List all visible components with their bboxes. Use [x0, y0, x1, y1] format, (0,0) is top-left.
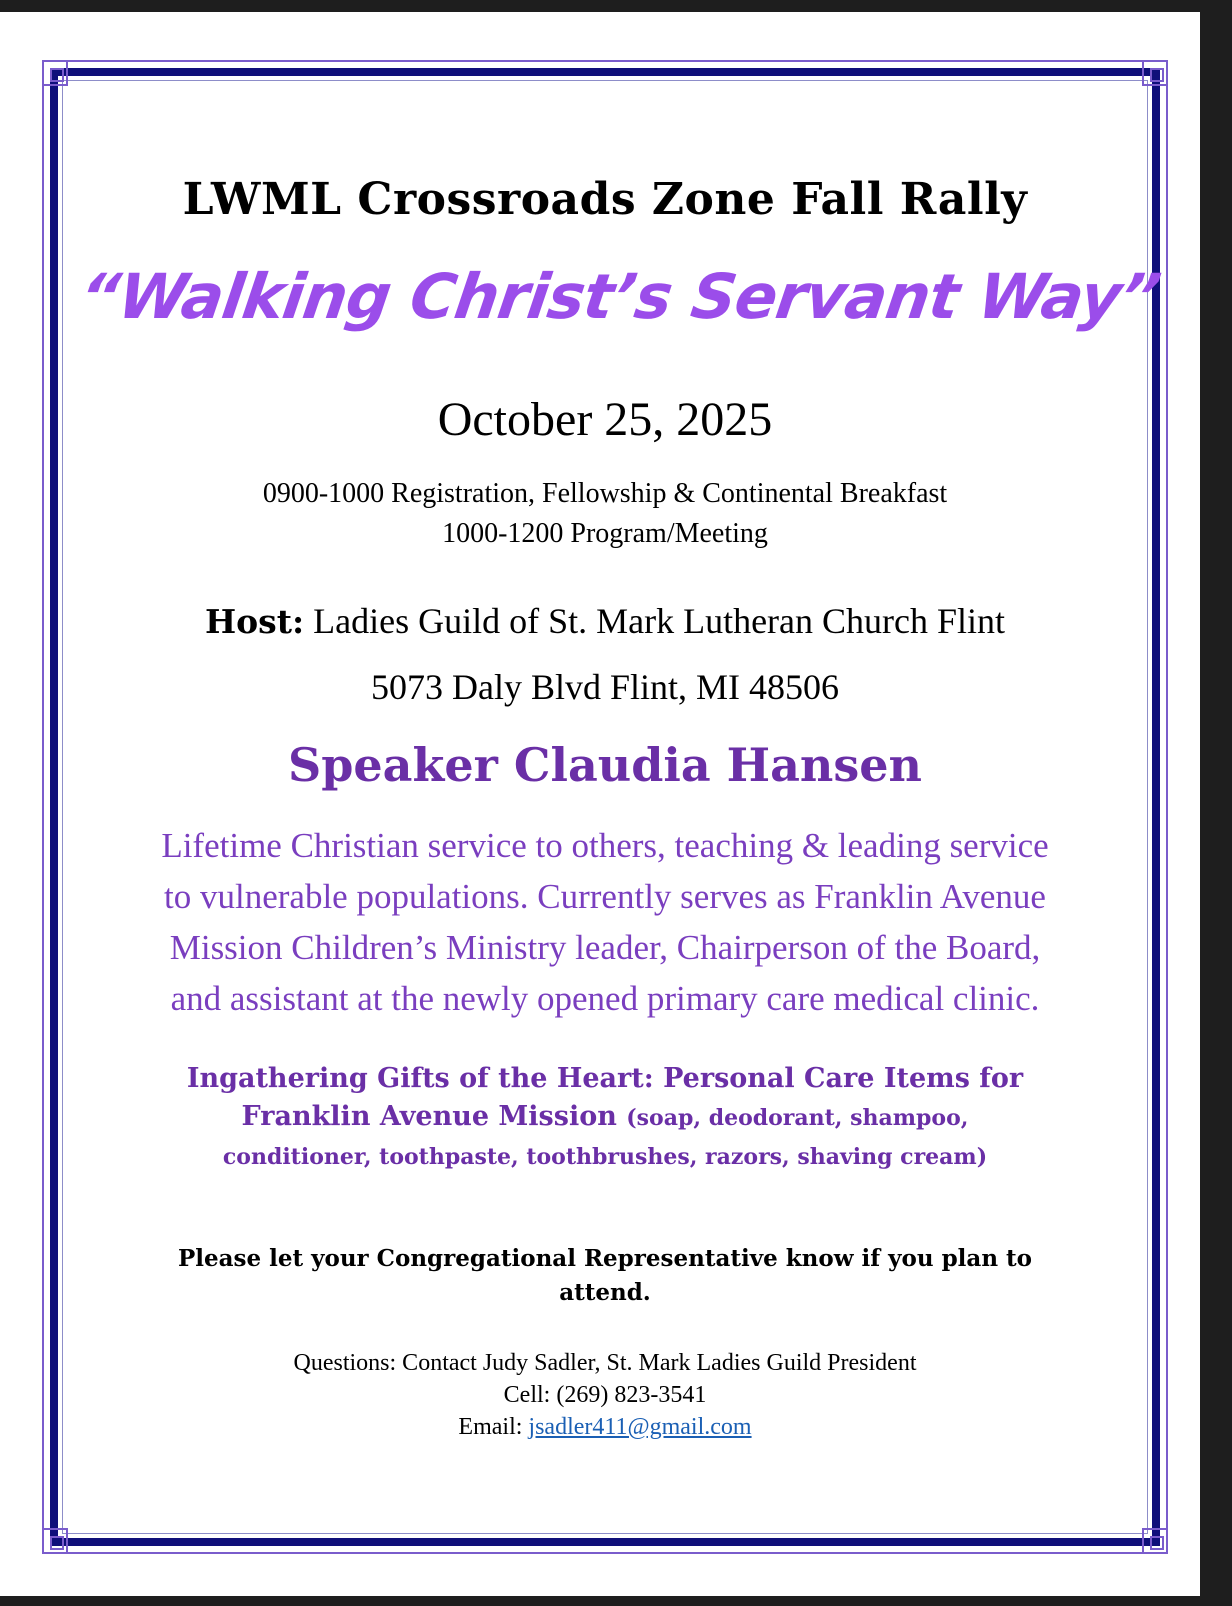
- flyer-page: [0, 12, 1200, 1596]
- contact-questions: Questions: Contact Judy Sadler, St. Mark Ladies Guild President: [293, 1350, 917, 1376]
- ingathering-main: Ingathering Gifts of the Heart: Personal Care Items for Franklin Avenue Mission: [186, 1063, 1024, 1132]
- contact-email-label: Email:: [458, 1414, 523, 1440]
- corner-ornament: [1142, 1528, 1168, 1554]
- event-title: LWML Crossroads Zone Fall Rally: [182, 174, 1028, 225]
- schedule-line: 0900-1000 Registration, Fellowship & Continental Breakfast: [262, 478, 948, 509]
- contact-cell: Cell: (269) 823-3541: [503, 1382, 707, 1408]
- schedule-line: 1000-1200 Program/Meeting: [442, 518, 768, 549]
- rsvp-note: Please let your Congregational Representative know if you plan to attend.: [177, 1245, 1033, 1306]
- contact-email-link[interactable]: jsadler411@gmail.com: [528, 1414, 752, 1440]
- contact-email-line: [80, 1414, 1130, 1441]
- host-line: [80, 600, 1130, 642]
- speaker-heading: Speaker Claudia Hansen: [288, 738, 922, 792]
- corner-ornament: [42, 1528, 68, 1554]
- ingathering-note: [80, 1060, 1130, 1176]
- speaker-bio: Lifetime Christian service to others, teaching & leading service to vulnerable populations. Currently serves as Franklin Avenue Mission Children’s Ministry leader, Chairperson of the Board, and assistant at the newly opened primary care medical clinic.: [161, 826, 1049, 1018]
- host-text: Ladies Guild of St. Mark Lutheran Church Flint: [313, 601, 1006, 641]
- event-address: 5073 Daly Blvd Flint, MI 48506: [370, 667, 840, 707]
- corner-ornament: [1142, 60, 1168, 86]
- host-label: Host:: [204, 602, 305, 641]
- corner-ornament: [42, 60, 68, 86]
- event-date: October 25, 2025: [437, 393, 773, 446]
- event-theme: “Walking Christ’s Servant Way”: [74, 260, 1165, 333]
- ingathering-items: (soap, deodorant, shampoo, conditioner, toothpaste, toothbrushes, razors, shaving cream): [222, 1105, 988, 1170]
